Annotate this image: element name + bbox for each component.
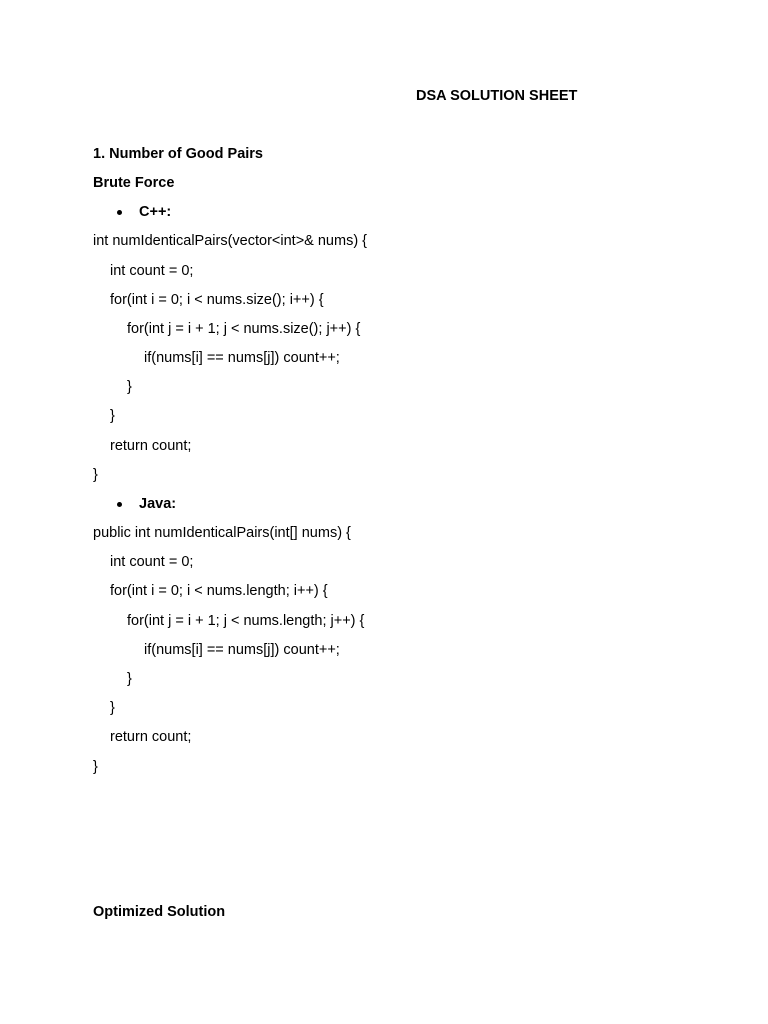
- code-line: }: [110, 408, 115, 424]
- code-line: for(int j = i + 1; j < nums.size(); j++) {: [127, 321, 361, 337]
- code-line: return count;: [110, 438, 192, 454]
- code-line: int count = 0;: [110, 263, 194, 279]
- code-line: }: [93, 467, 98, 483]
- code-line: int count = 0;: [110, 554, 194, 570]
- bullet-icon: [117, 210, 122, 215]
- code-line: int numIdenticalPairs(vector<int>& nums) {: [93, 233, 368, 249]
- problem-heading: 1. Number of Good Pairs: [93, 146, 263, 162]
- brute-force-heading: Brute Force: [93, 175, 175, 191]
- bullet-icon: [117, 502, 122, 507]
- optimized-heading: Optimized Solution: [93, 904, 226, 920]
- code-line: if(nums[i] == nums[j]) count++;: [144, 642, 340, 658]
- code-line: for(int i = 0; i < nums.size(); i++) {: [110, 292, 324, 308]
- code-line: return count;: [110, 729, 192, 745]
- code-line: for(int j = i + 1; j < nums.length; j++) {: [127, 613, 365, 629]
- document-title: DSA SOLUTION SHEET: [416, 88, 578, 104]
- code-line: }: [110, 700, 115, 716]
- code-line: if(nums[i] == nums[j]) count++;: [144, 350, 340, 366]
- code-line: for(int i = 0; i < nums.length; i++) {: [110, 583, 328, 599]
- code-line: }: [93, 759, 98, 775]
- java-label: Java:: [139, 496, 177, 512]
- cpp-label: C++:: [139, 204, 172, 220]
- code-line: }: [127, 671, 132, 687]
- code-line: public int numIdenticalPairs(int[] nums) {: [93, 525, 351, 541]
- code-line: }: [127, 379, 132, 395]
